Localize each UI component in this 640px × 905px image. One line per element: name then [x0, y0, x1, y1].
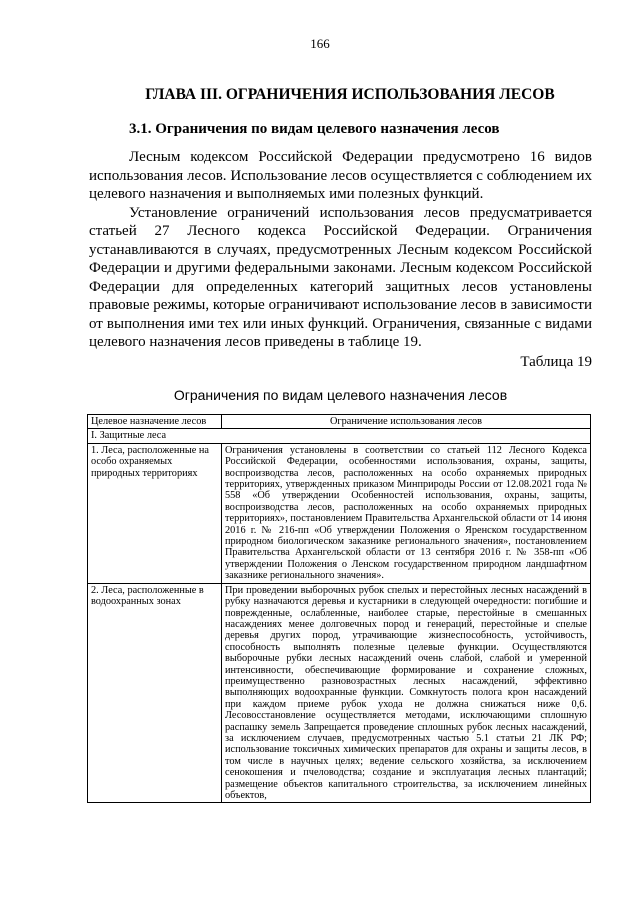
table-section-label: I. Защитные леса	[88, 429, 591, 443]
chapter-title: ГЛАВА III. ОГРАНИЧЕНИЯ ИСПОЛЬЗОВАНИЯ ЛЕСОВ	[145, 86, 555, 103]
table-row	[88, 583, 591, 803]
body-text	[89, 148, 592, 352]
table-header-row	[88, 415, 591, 429]
table-section-row	[88, 429, 591, 443]
table-label: Таблица 19	[520, 354, 592, 370]
section-title: 3.1. Ограничения по видам целевого назначения лесов	[129, 121, 500, 137]
page-number: 166	[310, 36, 330, 51]
table-header-purpose: Целевое назначение лесов	[88, 415, 222, 429]
table-header-restriction: Ограничение использования лесов	[222, 415, 591, 429]
table-cell-restriction: Ограничения установлены в соответствии со статьей 112 Лесного Кодекса Российской Федерации, особенностями использования, охраны, защиты, воспроизводства лесов, расположенных на особо охраняемых природных территориях, утвержденных приказом Минприроды России от 12.08.2021 года № 558 «Об утверждении Особенностей использования, охраны, защиты, воспроизводства лесов, расположенных на особо охраняемых природных территориях», постановлением Правительства Архангельской области от 14 июня 2016 г. № 216-пп «Об утверждении Положения о Яренском государственном природном биологическом заказнике регионального значения», постановлением Правительства Архангельской области от 13 сентября 2016 г. № 358-пп «Об утверждении Положения о Ленском государственном природном ландшафтном заказнике регионального значения».	[222, 443, 591, 583]
table-caption: Ограничения по видам целевого назначения лесов	[173, 387, 508, 403]
paragraph: Лесным кодексом Российской Федерации предусмотрено 16 видов использования лесов. Использование лесов осуществляется с соблюдением их целевого назначения и выполняемых ими полезных функций.	[89, 149, 592, 202]
table-cell-purpose: 2. Леса, расположенные в водоохранных зонах	[88, 583, 222, 803]
table-row	[88, 443, 591, 583]
table-cell-purpose: 1. Леса, расположенные на особо охраняемых природных территориях	[88, 443, 222, 583]
table-cell-restriction: При проведении выборочных рубок спелых и перестойных лесных насаждений в рубку назначаются деревья и кустарники в следующей очередности: погибшие и поврежденные, ослабленные, наиболее старые, перестойные в смешанных насаждениях менее долговечных пород и генераций, перестойные и спелые деревья других пород, утрачивающие жизнеспособность, устойчивость, способность выполнять полезные целевые функции. Осуществляются выборочные рубки лесных насаждений очень слабой, слабой и умеренной интенсивности, обеспечивающие формирование и сохранение сложных, преимущественно разновозрастных лесных насаждений, эффективно выполняющих водоохранные функции. Сомкнутость полога крон насаждений при каждом приеме рубок ухода не должна снижаться ниже 0,6. Лесовосстановление осуществляется методами, исключающими сплошную распашку земель Запрещается проведение сплошных рубок лесных насаждений, за исключением случаев, предусмотренных частью 5.1 статьи 21 ЛК РФ; использование токсичных химических препаратов для охраны и защиты лесов, в том числе в научных целях; ведение сельского хозяйства, за исключением сенокошения и пчеловодства; создание и эксплуатация лесных плантаций; размещение объектов капитального строительства, за исключением линейных объектов,	[222, 583, 591, 803]
paragraph: Установление ограничений использования лесов предусматривается статьей 27 Лесного кодекса Российской Федерации. Ограничения устанавливаются в случаях, предусмотренных Лесным кодексом Российской Федерации и другими федеральными законами. Лесным кодексом Российской Федерации для определенных категорий защитных лесов установлены правовые режимы, которые ограничивают использование лесов в зависимости от выполнения ими тех или иных функций. Ограничения, связанные с видами целевого назначения лесов приведены в таблице 19.	[89, 204, 592, 350]
restrictions-table	[87, 414, 591, 803]
